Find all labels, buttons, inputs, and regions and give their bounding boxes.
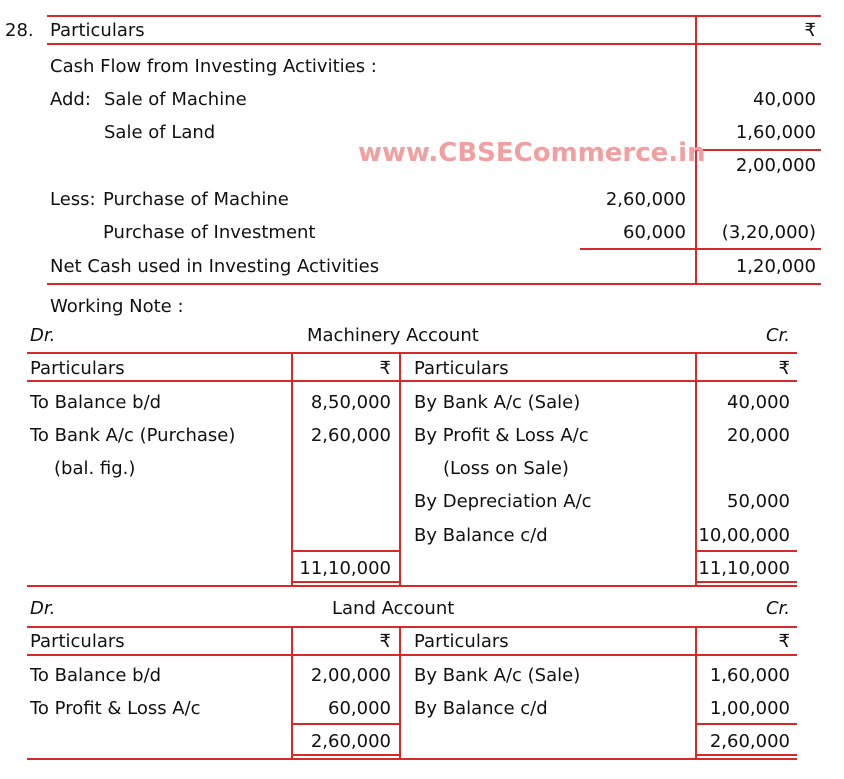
debit-entry-label: To Bank A/c (Purchase): [30, 425, 236, 446]
net-cash-label: Net Cash used in Investing Activities: [50, 256, 380, 277]
credit-total: 11,10,000: [698, 558, 790, 579]
credit-entry-label: By Balance c/d: [414, 525, 548, 546]
debit-entry-amount: 2,60,000: [310, 425, 391, 446]
rule: [47, 43, 821, 45]
credit-entry-label: By Bank A/c (Sale): [414, 392, 581, 413]
debit-entry-amount: 2,00,000: [310, 665, 391, 686]
rule: [27, 758, 797, 760]
rule: [697, 149, 821, 151]
credit-entry-label: By Bank A/c (Sale): [414, 665, 581, 686]
dr-label: Dr.: [30, 598, 56, 619]
add-item-amount: 1,60,000: [735, 122, 816, 143]
debit-entry-amount: 60,000: [328, 698, 391, 719]
credit-entry-note: (Loss on Sale): [443, 458, 569, 479]
debit-entry-label: To Balance b/d: [30, 665, 162, 686]
credit-entry-label: By Depreciation A/c: [414, 491, 592, 512]
debit-entry-amount: 8,50,000: [310, 392, 391, 413]
column-divider: [291, 626, 293, 759]
credit-entry-amount: 1,00,000: [709, 698, 790, 719]
cf-header-particulars: Particulars: [50, 20, 145, 41]
watermark: www.CBSECommerce.in: [358, 138, 706, 168]
less-item-amount: 60,000: [623, 222, 686, 243]
header-amount: ₹: [379, 358, 391, 379]
net-cash-amount: 1,20,000: [735, 256, 816, 277]
header-amount: ₹: [778, 358, 790, 379]
column-divider: [399, 626, 401, 759]
credit-entry-amount: 10,00,000: [698, 525, 790, 546]
add-item-amount: 40,000: [753, 89, 816, 110]
credit-entry-amount: 40,000: [727, 392, 790, 413]
header-amount: ₹: [778, 631, 790, 652]
total-rule: [291, 581, 401, 583]
rule: [27, 654, 797, 656]
rule: [47, 283, 821, 285]
cr-label: Cr.: [765, 598, 790, 619]
debit-total: 2,60,000: [310, 731, 391, 752]
debit-entry-label: To Balance b/d: [30, 392, 162, 413]
credit-entry-label: By Profit & Loss A/c: [414, 425, 589, 446]
total-rule: [695, 550, 797, 552]
total-rule: [695, 581, 797, 583]
add-label: Add:: [50, 89, 91, 110]
add-item-label: Sale of Machine: [104, 89, 247, 110]
less-item-label: Purchase of Machine: [103, 189, 289, 210]
credit-entry-amount: 50,000: [727, 491, 790, 512]
account-title: Land Account: [332, 598, 455, 619]
less-item-label: Purchase of Investment: [103, 222, 316, 243]
cf-section-title: Cash Flow from Investing Activities :: [50, 56, 377, 77]
rule: [27, 585, 797, 587]
less-label: Less:: [50, 189, 96, 210]
total-rule: [695, 754, 797, 756]
credit-entry-amount: 20,000: [727, 425, 790, 446]
account-title: Machinery Account: [307, 325, 479, 346]
rule: [47, 15, 821, 17]
rule: [27, 380, 797, 382]
debit-total: 11,10,000: [299, 558, 391, 579]
credit-total: 2,60,000: [709, 731, 790, 752]
header-particulars: Particulars: [30, 631, 125, 652]
total-rule: [695, 723, 797, 725]
add-item-label: Sale of Land: [104, 122, 216, 143]
rule: [27, 352, 797, 354]
header-particulars: Particulars: [414, 358, 509, 379]
header-particulars: Particulars: [414, 631, 509, 652]
cr-label: Cr.: [765, 325, 790, 346]
rule: [27, 626, 797, 628]
header-particulars: Particulars: [30, 358, 125, 379]
debit-entry-note: (bal. fig.): [54, 458, 136, 479]
less-total: (3,20,000): [721, 222, 816, 243]
working-note-title: Working Note :: [50, 296, 184, 317]
add-total: 2,00,000: [735, 155, 816, 176]
dr-label: Dr.: [30, 325, 56, 346]
credit-entry-amount: 1,60,000: [709, 665, 790, 686]
total-rule: [291, 754, 401, 756]
column-divider: [695, 626, 697, 759]
total-rule: [291, 550, 401, 552]
credit-entry-label: By Balance c/d: [414, 698, 548, 719]
less-item-amount: 2,60,000: [605, 189, 686, 210]
debit-entry-label: To Profit & Loss A/c: [30, 698, 201, 719]
rule: [580, 248, 821, 250]
cf-header-amount: ₹: [804, 20, 816, 41]
question-number: 28.: [5, 20, 34, 41]
header-amount: ₹: [379, 631, 391, 652]
total-rule: [291, 723, 401, 725]
